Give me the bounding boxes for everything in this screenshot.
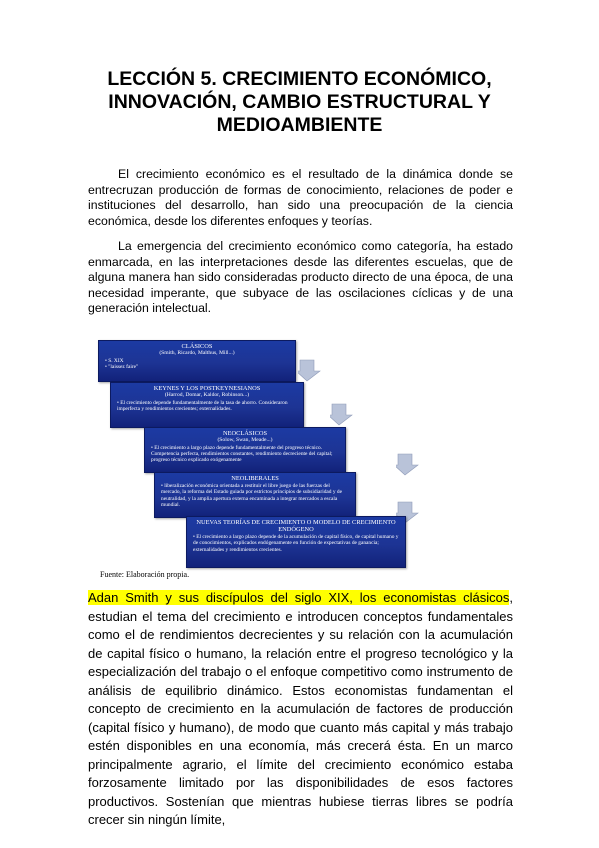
title-line-3: MEDIOAMBIENTE [216, 114, 383, 136]
box-subtitle: (Harrod, Domar, Kaldor, Robinson...) [164, 392, 250, 398]
chevron-down-icon [396, 452, 420, 476]
diagram-box-neoclassics [144, 427, 346, 473]
title-line-2: INNOVACIÓN, CAMBIO ESTRUCTURAL Y [108, 91, 491, 113]
diagram-box-classics [98, 340, 296, 382]
highlighted-text: Adan Smith y sus discípulos del siglo XIX, los economistas clásicos [88, 590, 510, 605]
diagram-box-keynes [110, 382, 304, 428]
paragraph-classics-text: , estudian el tema del crecimiento e introducen conceptos fundamentales como el de rendimientos decrecientes y su relación con la acumulación de capital físico o humano, la relación entre el progreso tecnológico y la especialización del trabajo o el enfoque competitivo como instrumento de análisis de equilibrio dinámico. Estos economistas fundamentan el concepto de crecimiento en la acumulación de factores de producción (capital físico y humano), de modo que cuanto más capital y más trabajo estén disponibles en una economía, más crecerá ésta. En un marco principalmente agrario, el límite del crecimiento económico estaba forzosamente limitado por las disponibilidades de esos factores productivos. Sostenían que mientras hubiese tierras libres se podría crecer sin ningún límite, [88, 590, 513, 827]
diagram-source: Fuente: Elaboración propia. [100, 570, 190, 579]
box-bullets [99, 357, 295, 371]
box-bullets [155, 482, 355, 508]
box-title: NUEVAS TEORÍAS DE CRECIMIENTO O MODELO DE CRECIMIENTO ENDÓGENO [196, 519, 396, 533]
paragraph-intro-text: El crecimiento económico es el resultado de la dinámica donde se entrecruzan producción de formas de conocimiento, relaciones de poder e instituciones del desarrollo, han sido una preocupación de la ciencia económica, desde los diferentes enfoques y teorías. [88, 167, 513, 228]
box-subtitle: (Smith, Ricardo, Malthus, Mill...) [159, 350, 235, 356]
box-title: NEOCLÁSICOS [222, 430, 268, 437]
box-bullet: • S. XIX [105, 357, 124, 364]
chevron-down-icon [330, 402, 354, 426]
lesson-title [40, 68, 559, 137]
growth-theories-diagram [98, 340, 436, 570]
box-title: KEYNES Y LOS POSTKEYNESIANOS [153, 385, 261, 392]
box-bullet: • El crecimiento a largo plazo depende de la acumulación de capital físico, de capital humano y de conocimientos, explicados endógenamente en función de expectativas de ganancia; externalidades y rendimientos crecientes. [193, 534, 399, 553]
title-line-1: LECCIÓN 5. CRECIMIENTO ECONÓMICO, [107, 68, 492, 90]
box-bullet: • liberalización económica orientada a restituir el libre juego de las fuerzas del mercado, la reforma del Estado guiada por estrictos principios de subsidiaridad y de neutralidad, y la amplia apertura externa encaminada a integrar mercados a escala mundial. [161, 483, 342, 508]
paragraph-emergence-text: La emergencia del crecimiento económico como categoría, ha estado enmarcada, en las interpretaciones desde las diferentes escuelas, que de alguna manera han sido consideradas producto directo de una época, de una necesidad imperante, que subyace de las oscilaciones cíclicas y de una generación intelectual. [88, 239, 513, 315]
box-bullet: • "laissez faire" [105, 363, 139, 370]
box-title: NEOLIBERALES [231, 475, 279, 482]
box-title: CLÁSICOS [181, 343, 213, 350]
box-bullet: • El crecimiento depende fundamentalmente de la tasa de ahorro. Consideraron imperfecta y rendimientos crecientes; externalidades. [117, 399, 288, 412]
paragraph-emergence [88, 239, 513, 317]
diagram-box-neoliberals [154, 472, 356, 518]
paragraph-classics [88, 589, 513, 830]
box-bullets [187, 533, 405, 553]
box-bullets [145, 444, 345, 464]
box-subtitle: (Solow, Swan, Meade...) [217, 437, 273, 443]
paragraph-intro [88, 167, 513, 229]
diagram-box-endogenous [186, 516, 406, 568]
box-bullet: • El crecimiento a largo plazo depende fundamentalmente del progreso técnico. Competencia perfecta, rendimientos constantes, rendimiento decreciente del capital; progreso técnico explicado exógenamente [151, 444, 333, 464]
chevron-down-icon [298, 358, 322, 382]
box-bullets [111, 399, 303, 413]
